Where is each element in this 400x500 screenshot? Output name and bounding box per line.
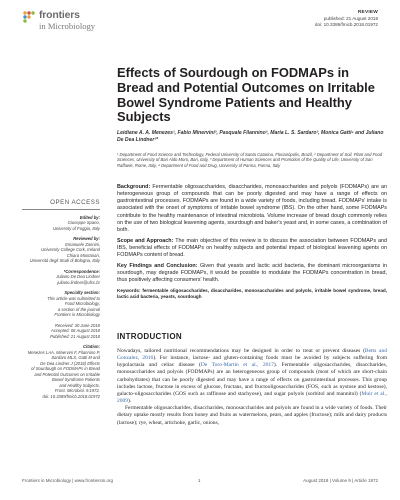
keywords bbox=[117, 288, 387, 300]
page-number: 1 bbox=[198, 478, 201, 483]
published-date: published: 21 August 2018 bbox=[323, 16, 378, 21]
intro-text: ). Fermentable oligosaccharides, disaccharides, monosaccharides and polyols (FODMAPs) are an heterogeneous group of compounds (most of which are short-chain carbohydrates) that can be poorly digested and may have a range of effects on gastrointestinal processes. This group includes lactose, fructose in excess of glucose, fructans, and fructooligosaccharides (FOS, such as nystose and kestose), galacto-oligosaccharides (GOS such as raffinose and stachyose), and sugar polyols (sorbitol and mannitol) ( bbox=[117, 362, 387, 397]
citation-line: De Dea Lindner J (2018) Effects bbox=[40, 360, 100, 366]
journal-logo[interactable] bbox=[22, 9, 132, 35]
intro-paragraph: Fermentable oligosaccharides, disaccharides, monosaccharides and polyols are found in a wide variety of foods. Their dietary uptake mostly results from honey and fruits as watermelons, pears, and apples (fructose); milk and dairy products (lactose); rye, wheat, artichoke, garlic, onions, bbox=[117, 405, 387, 426]
open-access-badge: OPEN ACCESS bbox=[22, 200, 100, 210]
article-type: REVIEW bbox=[357, 10, 378, 15]
keywords-label: Keywords: bbox=[117, 287, 141, 293]
specialty-line: Food Microbiology, bbox=[64, 301, 100, 306]
citation-line: Menezes LAA, Minervini F, Filannino P, bbox=[27, 349, 100, 355]
abstract-scope bbox=[117, 238, 387, 259]
article-sidebar bbox=[22, 200, 100, 404]
specialty-line: Frontiers in Microbiology bbox=[54, 312, 100, 317]
reviewer-name[interactable]: Emanuele Zannini, bbox=[65, 241, 100, 247]
author-list[interactable]: Leidiane A. A. Menezes¹, Fabio Minervini², Pasquale Filannino², Maria L. S. Sardaro³, Monica Gatti⁴ and Juliano De Dea Lindner¹* bbox=[117, 130, 384, 143]
page-header bbox=[0, 0, 400, 36]
correspondence-block bbox=[22, 269, 100, 286]
citation-block bbox=[22, 344, 100, 399]
accepted-date: Accepted: 06 August 2018 bbox=[51, 328, 100, 333]
reviewer-name[interactable]: Chiara Montanari, bbox=[66, 252, 100, 258]
citation-line: of Sourdough on FODMAPs in Bread bbox=[31, 366, 100, 371]
edited-by-block bbox=[22, 215, 100, 232]
specialty-label: Specialty section: bbox=[64, 290, 100, 295]
reviewed-by-block bbox=[22, 236, 100, 264]
specialty-line: a section of the journal bbox=[57, 306, 100, 312]
citation-link[interactable]: Betts and Gonzalez, 2016 bbox=[117, 348, 387, 362]
article-title: Effects of Sourdough on FODMAPs in Bread and Potential Outcomes on Irritable Bowel Syndrome Patients and Healthy Subjects bbox=[117, 65, 375, 125]
article-meta bbox=[315, 10, 378, 28]
citation-link[interactable]: Muir et al., 2009 bbox=[117, 390, 387, 405]
reviewer-affiliation: Università degli Studi di Bologna, Italy bbox=[29, 258, 100, 263]
logo-journal-name: in Microbiology bbox=[39, 21, 96, 31]
reviewed-by-label: Reviewed by: bbox=[73, 236, 100, 241]
intro-text: ). bbox=[128, 398, 132, 405]
introduction-body bbox=[117, 348, 387, 427]
citation-line: and Potential Outcomes on Irritable bbox=[34, 371, 100, 377]
abstract-background bbox=[117, 184, 387, 234]
specialty-block bbox=[22, 290, 100, 318]
citation-link[interactable]: De Toro-Martin et al., 2017 bbox=[200, 362, 274, 369]
intro-paragraph bbox=[117, 348, 387, 405]
author-affiliations: ¹ Department of Food Science and Technology, Federal University of Santa Catarina, Florianópolis, Brazil, ² Department of Soil, Plant and Food Sciences, University of Bari Aldo Moro, Bari, Italy, ³ Department of Human Sciences and Promotion of the Quality of Life, University of San Raffaele, Rome, Italy, ⁴ Department of Food and Drug, University of Parma, Parma, Italy bbox=[117, 152, 383, 168]
scope-text: The main objective of this review is to discuss the association between FODMAPs and IBS, beneficial effects of FODMAPs on healthy subjects and potential impact of biological leavening agents on FODMAPs content of bread. bbox=[117, 237, 388, 258]
citation-line: Sardaro MLS, Gatti M and bbox=[51, 355, 100, 360]
section-heading-introduction: INTRODUCTION bbox=[117, 332, 182, 341]
logo-wordmark: frontiers bbox=[39, 9, 80, 21]
editor-name[interactable]: Giuseppe Spano, bbox=[67, 220, 100, 225]
footer-issue: August 2018 | Volume 9 | Article 1972 bbox=[303, 478, 378, 483]
editor-affiliation: University of Foggia, Italy bbox=[52, 225, 100, 231]
background-text: Fermentable oligosaccharides, disaccharides, monosaccharides and polyols (FODMAPs) are an heterogeneous group of compounds that can be poorly digested and may have a range of effects on gastrointestinal processes. FODMAPs are found in a wide variety of foods, including bread. FODMAPs' intake is associated with the onset of symptoms of irritable bowel syndrome (IBS). On the other hand, some FODMAPs contribute to the healthy maintenance of intestinal microbiota. Volume increase of bread dough commonly relies on the use of two biological leavening agents, sourdough and baker's yeast and, in some cases, a combination of both. bbox=[117, 184, 387, 233]
citation-line: and Healthy Subjects. bbox=[59, 382, 100, 388]
abstract-findings bbox=[117, 263, 387, 284]
received-date: Received: 30 June 2018 bbox=[54, 322, 100, 328]
citation-doi[interactable]: doi: 10.3389/fmicb.2018.01972 bbox=[42, 393, 100, 399]
citation-line: Bowel Syndrome Patients bbox=[52, 377, 100, 382]
intro-text: ). For instance, lactose- and gluten-containing foods must be avoided by subjects suffering from hypolactasia and celiac disease ( bbox=[117, 355, 388, 369]
citation-line: Front. Microbiol. 9:1972. bbox=[54, 388, 100, 393]
background-label: Background: bbox=[117, 184, 151, 190]
corresponding-author: Juliano De Dea Lindner bbox=[56, 274, 100, 279]
reviewer-affiliation: University College Cork, Ireland bbox=[41, 247, 100, 252]
keywords-text: fermentable oligosaccharides, disaccharides, monosaccharides and polyols, irritable bowel syndrome, bread, lactic acid bacteria, yeasts, sourdough bbox=[117, 287, 387, 299]
correspondence-label: *Correspondence: bbox=[63, 268, 100, 274]
corresponding-email[interactable]: juliano.lindner@ufsc.br bbox=[57, 279, 100, 285]
specialty-line: This article was submitted to bbox=[47, 295, 100, 301]
article-doi[interactable]: doi: 10.3389/fmicb.2018.01972 bbox=[314, 22, 378, 27]
dates-block bbox=[22, 323, 100, 340]
findings-text: Given that yeasts and lactic acid bacteria, the dominant microorganisms in sourdough, may degrade FODMAPs, it would be possible to modulate the FODMAPs concentration in bread, thus positively affecting consumers' health. bbox=[117, 262, 387, 284]
published-date-sidebar: Published: 21 August 2018 bbox=[50, 333, 100, 339]
footer-journal[interactable]: Frontiers in Microbiology | www.frontiersin.org bbox=[22, 478, 113, 483]
intro-text: Nowadays, tailored nutritional recommendations may be designed in order to treat or prevent diseases ( bbox=[117, 348, 365, 354]
findings-label: Key Findings and Conclusion: bbox=[117, 262, 198, 269]
citation-label: Citation: bbox=[83, 344, 100, 349]
scope-label: Scope and Approach: bbox=[117, 237, 174, 244]
abstract bbox=[117, 184, 387, 303]
frontiers-logo-icon bbox=[22, 10, 36, 24]
edited-by-label: Edited by: bbox=[79, 214, 100, 220]
